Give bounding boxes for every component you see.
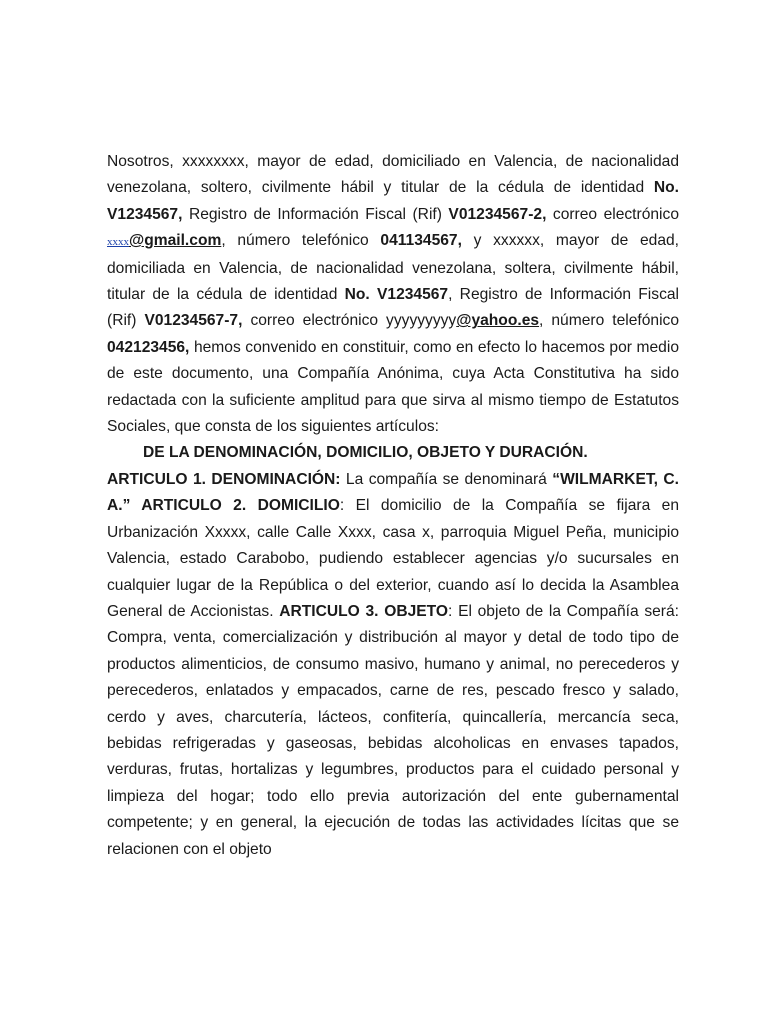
email-1-domain-link[interactable]: @gmail.com bbox=[129, 232, 222, 250]
section-heading-text: DE LA DENOMINACIÓN, DOMICILIO, OBJETO Y DURACIÓN. bbox=[143, 444, 588, 462]
article-1-heading: ARTICULO 1. DENOMINACIÓN: bbox=[107, 470, 341, 488]
company-name-article-2-heading: “WILMARKET, C. A.” ARTICULO 2. DOMICILIO bbox=[107, 470, 679, 515]
rif-label-1: Registro de Información Fiscal (Rif) bbox=[182, 205, 449, 223]
articles-paragraph bbox=[107, 467, 679, 863]
intro-paragraph bbox=[107, 149, 679, 440]
phone-label-1: , número telefónico bbox=[221, 232, 381, 250]
article-3-text: : El objeto de la Compañía será: Compra, venta, comercialización y distribución al mayor y detal de todo tipo de productos alimenticios, de consumo masivo, humano y animal, no perecederos y perecederos, enlatados y empacados, carne de res, pescado fresco y salado, cerdo y aves, charcutería, lácteos, confitería, quincallería, mercancía seca, bebidas refrigeradas y gaseosas, bebidas alcoholicas en envases tapados, verduras, frutas, hortalizas y legumbres, productos para el cuidado personal y limpieza del hogar; todo ello previa autorización del ente gubernamental competente; y en general, la ejecución de todas las actividades lícitas que se relacionen con el objeto bbox=[107, 602, 679, 858]
email-1-user-link[interactable]: xxxx bbox=[107, 236, 129, 249]
email-2-domain-link[interactable]: @yahoo.es bbox=[456, 312, 540, 330]
rif-1: V01234567-2, bbox=[448, 205, 547, 223]
intro-text: Nosotros, xxxxxxxx, mayor de edad, domiciliado en Valencia, de nacionalidad venezolana, soltero, civilmente hábil y titular de la cédula de identidad bbox=[107, 153, 679, 197]
article-1-text: La compañía se denominará bbox=[340, 470, 553, 488]
section-heading bbox=[107, 440, 679, 466]
cedula-2: No. V1234567 bbox=[344, 286, 449, 304]
email-label-2: correo electrónico yyyyyyyyy bbox=[242, 312, 457, 330]
agreement-text: hemos convenido en constituir, como en efecto lo hacemos por medio de este documento, una Compañía Anónima, cuya Acta Constitutiva ha sido redactada con la suficiente amplitud para que sirva al mismo tiempo de Estatutos Sociales, que consta de los siguientes artículos: bbox=[107, 338, 679, 436]
second-party-text: y xxxxxx, mayor de edad, domiciliada en Valencia, de nacionalidad venezolana, soltera, civilmente hábil, titular de la cédula de identidad bbox=[107, 232, 679, 304]
phone-1: 041134567, bbox=[380, 232, 462, 250]
document-body bbox=[107, 149, 679, 863]
phone-label-2: , número telefónico bbox=[539, 312, 680, 330]
rif-label-2: , Registro de Información Fiscal (Rif) bbox=[107, 286, 679, 330]
phone-2: 042123456, bbox=[107, 338, 190, 356]
article-2-text: : El domicilio de la Compañía se fijara en Urbanización Xxxxx, calle Calle Xxxx, casa x, parroquia Miguel Peña, municipio Valencia, estado Carabobo, pudiendo establecer agencias y/o sucursales en cualquier lugar de la República o del exterior, cuando así lo decida la Asamblea General de Accionistas. bbox=[107, 497, 679, 620]
article-3-heading: ARTICULO 3. OBJETO bbox=[279, 602, 449, 620]
cedula-1: No. V1234567, bbox=[107, 179, 679, 223]
rif-2: V01234567-7, bbox=[144, 312, 243, 330]
email-label-1: correo electrónico bbox=[546, 205, 679, 223]
